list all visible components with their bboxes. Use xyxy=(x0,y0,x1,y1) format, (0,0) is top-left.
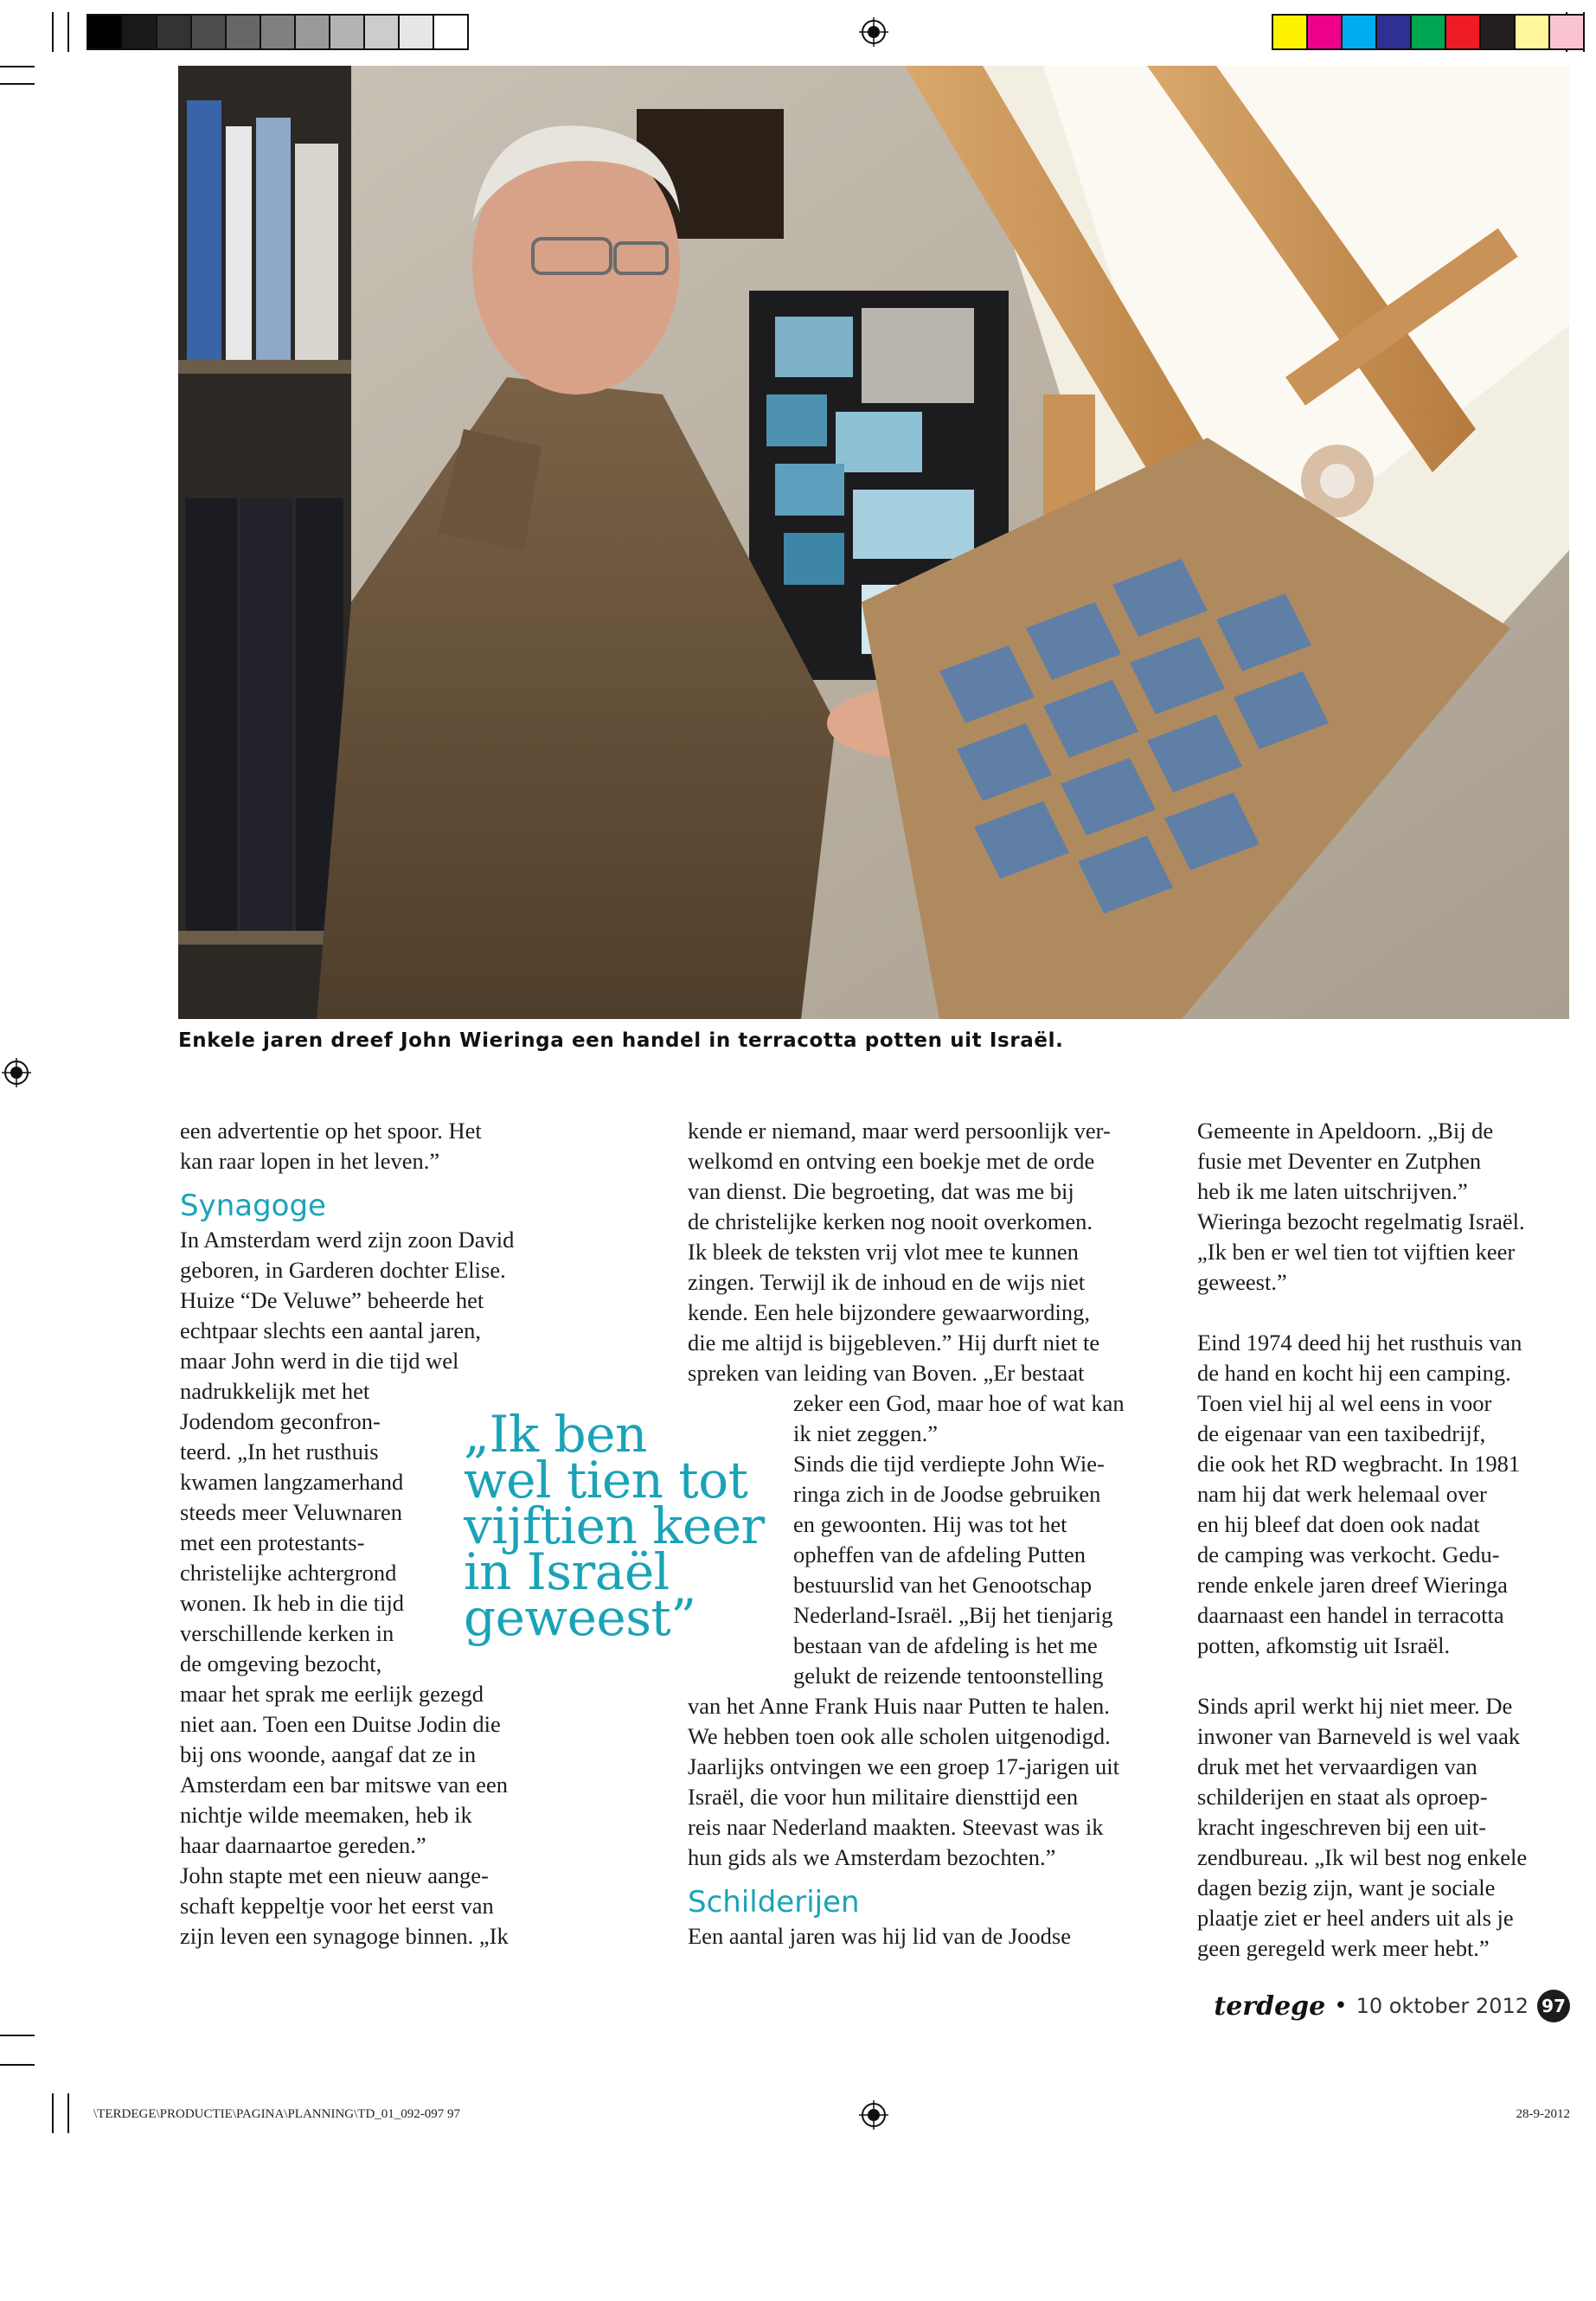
photo-caption: Enkele jaren dreef John Wieringa een handel in terracotta potten uit Israël. xyxy=(178,1029,1064,1052)
crop-mark xyxy=(67,12,69,52)
column-2-indented-text: zeker een God, maar hoe of wat kan ik niet zeggen.” Sinds die tijd verdiepte John Wie- ringa zich in de Joodse gebruiken en gewoonten. Hij was tot het opheffen van de afdeling Putten bestuurslid van het Genootschap Nederland-Israël. „Bij het tienjarig bestaan van de afdeling is het me gelukt de reizende tentoonstelling xyxy=(793,1390,1125,1689)
article-column-2 xyxy=(688,1116,1172,1952)
color-swatch xyxy=(1343,16,1377,48)
registration-mark-icon xyxy=(859,17,888,47)
color-swatch xyxy=(1308,16,1343,48)
grayscale-color-bar xyxy=(87,14,469,50)
color-swatch xyxy=(330,16,365,48)
pull-quote: „Ik ben wel tien tot vijftien keer in Israël geweest” xyxy=(464,1405,765,1647)
color-swatch xyxy=(1481,16,1516,48)
crop-mark xyxy=(0,2064,35,2066)
crop-mark xyxy=(0,83,35,85)
color-swatch xyxy=(261,16,296,48)
subhead-schilderijen: Schilderijen xyxy=(688,1885,860,1920)
crop-mark xyxy=(52,2093,54,2133)
crop-mark xyxy=(0,66,35,67)
color-swatch xyxy=(88,16,123,48)
color-swatch xyxy=(227,16,261,48)
page-footer xyxy=(1214,1990,1570,2022)
crop-mark xyxy=(0,2035,35,2036)
column-2-body-text-continued: van het Anne Frank Huis naar Putten te halen. We hebben toen ook alle scholen uitgenodigd. Jaarlijks ontvingen we een groep 17-jarigen uit Israël, die voor hun militaire diensttijd een reis naar Nederland maakten. Steevast was ik hun gids als we Amsterdam bezochten.” xyxy=(688,1693,1119,1870)
print-date: 28-9-2012 xyxy=(1516,2107,1570,2121)
color-swatch xyxy=(1516,16,1550,48)
magazine-brand: terdege xyxy=(1214,1990,1326,2022)
color-swatch xyxy=(400,16,434,48)
process-color-bar xyxy=(1272,14,1585,50)
page-number-badge: 97 xyxy=(1537,1990,1570,2022)
column-3-paragraph-1: Gemeente in Apeldoorn. „Bij de fusie met Deventer en Zutphen heb ik me laten uitschrijven.” Wieringa bezocht regelmatig Israël. „Ik ben er wel tien tot vijftien keer geweest.” xyxy=(1197,1118,1525,1295)
crop-mark xyxy=(67,2093,69,2133)
issue-date: 10 oktober 2012 xyxy=(1356,1994,1529,2018)
article-photo xyxy=(178,66,1569,1019)
color-swatch xyxy=(1412,16,1446,48)
article-column-3 xyxy=(1197,1116,1578,1964)
column-2-body-text: kende er niemand, maar werd persoonlijk ver- welkomd en ontving een boekje met de orde van dienst. Die begroeting, dat was me bij de christelijke kerken nog nooit overkomen. Ik bleek de teksten vrij vlot mee te kunnen zingen. Terwijl ik de inhoud en de wijs niet kende. Een hele bijzondere gewaarwording, die me altijd is bijgebleven.” Hij durft niet te spreken van leiding van Boven. „Er bestaat xyxy=(688,1118,1111,1386)
footer-separator: • xyxy=(1334,1993,1348,2019)
color-swatch xyxy=(296,16,330,48)
column-3-paragraph-3: Sinds april werkt hij niet meer. De inwoner van Barneveld is wel vaak druk met het vervaardigen van schilderijen en staat als oproep- kracht ingeschreven bij een uit- zendbureau. „Ik wil best nog enkele dagen bezig zijn, want je sociale plaatje ziet er heel anders uit als je geen geregeld werk meer hebt.” xyxy=(1197,1693,1528,1961)
color-swatch xyxy=(157,16,192,48)
color-swatch xyxy=(365,16,400,48)
color-swatch xyxy=(1273,16,1308,48)
color-swatch xyxy=(434,16,467,48)
registration-mark-icon xyxy=(2,1058,31,1087)
column-3-paragraph-2: Eind 1974 deed hij het rusthuis van de hand en kocht hij een camping. Toen viel hij al wel eens in voor de eigenaar van een taxibedrijf, die ook het RD wegbracht. In 1981 nam hij dat werk helemaal over en hij bleef dat doen ook nadat de camping was verkocht. Gedu- rende enkele jaren dreef Wieringa daarnaast een handel in terracotta potten, afkomstig uit Israël. xyxy=(1197,1330,1522,1658)
column-2-closing-text: Een aantal jaren was hij lid van de Joodse xyxy=(688,1923,1071,1949)
job-slug: \TERDEGE\PRODUCTIE\PAGINA\PLANNING\TD_01_092-097 97 xyxy=(93,2107,461,2121)
color-swatch xyxy=(123,16,157,48)
color-swatch xyxy=(192,16,227,48)
color-swatch xyxy=(1377,16,1412,48)
column-1-intro-text: een advertentie op het spoor. Het kan raar lopen in het leven.” xyxy=(180,1118,482,1174)
color-swatch xyxy=(1550,16,1583,48)
registration-mark-icon xyxy=(859,2100,888,2130)
crop-mark xyxy=(52,12,54,52)
column-1-body-text: In Amsterdam werd zijn zoon David geboren, in Garderen dochter Elise. Huize “De Veluwe” beheerde het echtpaar slechts een aantal jaren, maar John werd in die tijd wel nadrukkelijk met het Jodendom geconfron- teerd. „In het rusthuis kwamen langzamerhand steeds meer Veluwnaren met een protestants- christelijke achtergrond wonen. Ik heb in die tijd verschillende kerken in de omgeving bezocht, maar het sprak me eerlijk gezegd niet aan. Toen een Duitse Jodin die bij ons woonde, aangaf dat ze in Amsterdam een bar mitswe van een nichtje wilde meemaken, heb ik haar daarnaartoe gereden.” John stapte met een nieuw aange- schaft keppeltje voor het eerst van zijn leven een synagoge binnen. „Ik xyxy=(180,1227,515,1949)
photo-man-with-photo-album-icon xyxy=(178,66,1569,1019)
subhead-synagoge: Synagoge xyxy=(180,1189,326,1223)
color-swatch xyxy=(1446,16,1481,48)
